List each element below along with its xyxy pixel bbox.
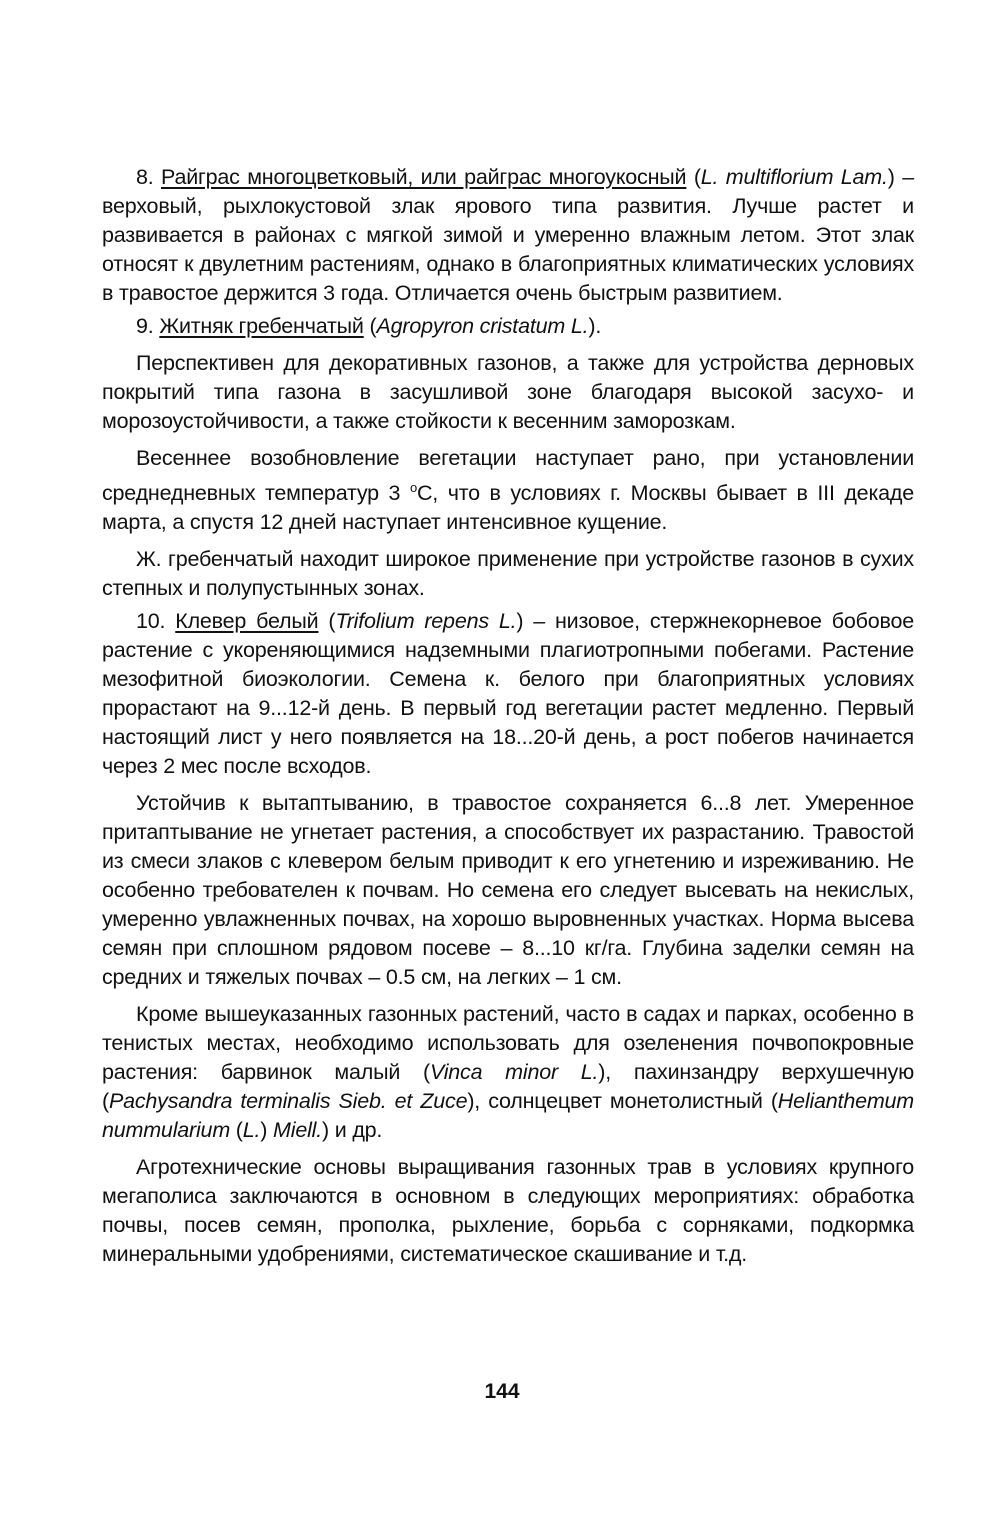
paragraph-ryegrass xyxy=(102,163,914,308)
paragraph-wheatgrass-application: Ж. гребенчатый находит широкое применение при устройстве газонов в сухих степных и полупустынных зонах. xyxy=(102,547,914,601)
paragraph-wheatgrass-use: Перспективен для декоративных газонов, а также для устройства дерновых покрытий типа газона в засушливой зоне благодаря высокой засухо- и морозоустойчивости, а также стойкости к весенним заморозкам. xyxy=(102,351,914,433)
paragraph-text: ), солнцецвет монетолистный ( xyxy=(467,1089,778,1114)
latin-name: Agropyron cristatum L. xyxy=(376,314,589,338)
paragraph-clover-resistance: Устойчив к вытаптыванию, в травостое сохраняется 6...8 лет. Умеренное притаптывание не угнетает растения, а способствует их разрастанию. Травостой из смеси злаков с клевером белым приводит к его угнетению и изреживанию. Не особенно требователен к почвам. Но семена его следует высевать на некислых, умеренно увлажненных почвах, на хорошо выровненных участках. Норма высева семян при сплошном рядовом посеве – 8...10 кг/га. Глубина заделки семян на средних и тяжелых почвах – 0.5 см, на легких – 1 см. xyxy=(102,791,914,990)
latin-name: Trifolium repens L. xyxy=(335,609,517,634)
latin-name: L. xyxy=(242,1118,261,1143)
latin-name: Pachysandra terminalis Sieb. et Zuce xyxy=(108,1089,468,1114)
paragraph-text: ( xyxy=(230,1118,243,1143)
paragraph-text: ) и др. xyxy=(322,1118,383,1143)
paragraph-clover xyxy=(102,607,914,781)
species-name: Райграс многоцветковый, или райграс многоукосный xyxy=(161,165,687,189)
degree-sign: o xyxy=(409,480,417,495)
item-number: 10. xyxy=(136,609,166,634)
latin-name: Miell. xyxy=(273,1118,323,1143)
latin-name: Vinca minor L. xyxy=(429,1060,599,1085)
latin-name: Helianthemum nummularium xyxy=(102,1089,915,1143)
paragraph-wheatgrass-title xyxy=(102,312,914,341)
paragraph-text: ) – низовое, стержнекорневое бобовое растение с укореняющимися надземными плагиотропными побегами. Растение мезофитной биоэкологии. Семена к. белого при благоприятных условиях прорастают на 9...12-й день. В первый год вегетации растет медленно. Первый настоящий лист у него появляется на 18...20-й день, а рост побегов начинается через 2 мес после всходов. xyxy=(102,609,914,779)
paragraph-text: Кроме вышеуказанных газонных растений, часто в садах и парках, особенно в тенистых местах, необходимо использовать для озеленения почвопокровные растения: барвинок малый ( xyxy=(102,1002,914,1085)
bracket: ( xyxy=(693,165,701,189)
paragraph-wheatgrass-vegetation xyxy=(102,444,914,537)
paragraph-ground-cover xyxy=(102,1000,914,1145)
paragraph-text: ), пахинзандру верхушечную ( xyxy=(102,1060,914,1114)
latin-name: L. multiflorium Lam. xyxy=(700,165,888,189)
bracket: ). xyxy=(588,314,602,338)
paragraph-agrotechnics: Агротехнические основы выращивания газонных трав в условиях крупного мегаполиса заключаются в основном в следующих мероприятиях: обработка почвы, посев семян, прополка, рыхление, борьба с сорняками, подкормка минеральными удобрениями, систематическое скашивание и т.д. xyxy=(102,1155,914,1267)
page-body xyxy=(102,163,914,1273)
paragraph-text: ) – верховый, рыхлокустовой злак ярового типа развития. Лучше растет и развивается в районах с мягкой зимой и умеренно влажным летом. Этот злак относят к двулетним растениям, однако в благоприятных климатических условиях в травостое держится 3 года. Отличается очень быстрым развитием. xyxy=(102,165,914,305)
paragraph-text: С, что в условиях г. Москвы бывает в III декаде марта, а спустя 12 дней наступает интенсивное кущение. xyxy=(102,481,914,535)
item-number: 8. xyxy=(136,165,154,189)
species-name: Житняк гребенчатый xyxy=(159,314,364,338)
bracket: ( xyxy=(328,609,336,634)
page-number: 144 xyxy=(484,1380,520,1403)
species-name: Клевер белый xyxy=(175,609,319,634)
paragraph-text: Весеннее возобновление вегетации наступает рано, при установлении среднедневных температур 3 xyxy=(102,446,914,506)
paragraph-text: ) xyxy=(260,1118,274,1143)
bracket: ( xyxy=(369,314,377,338)
item-number: 9. xyxy=(136,314,154,338)
